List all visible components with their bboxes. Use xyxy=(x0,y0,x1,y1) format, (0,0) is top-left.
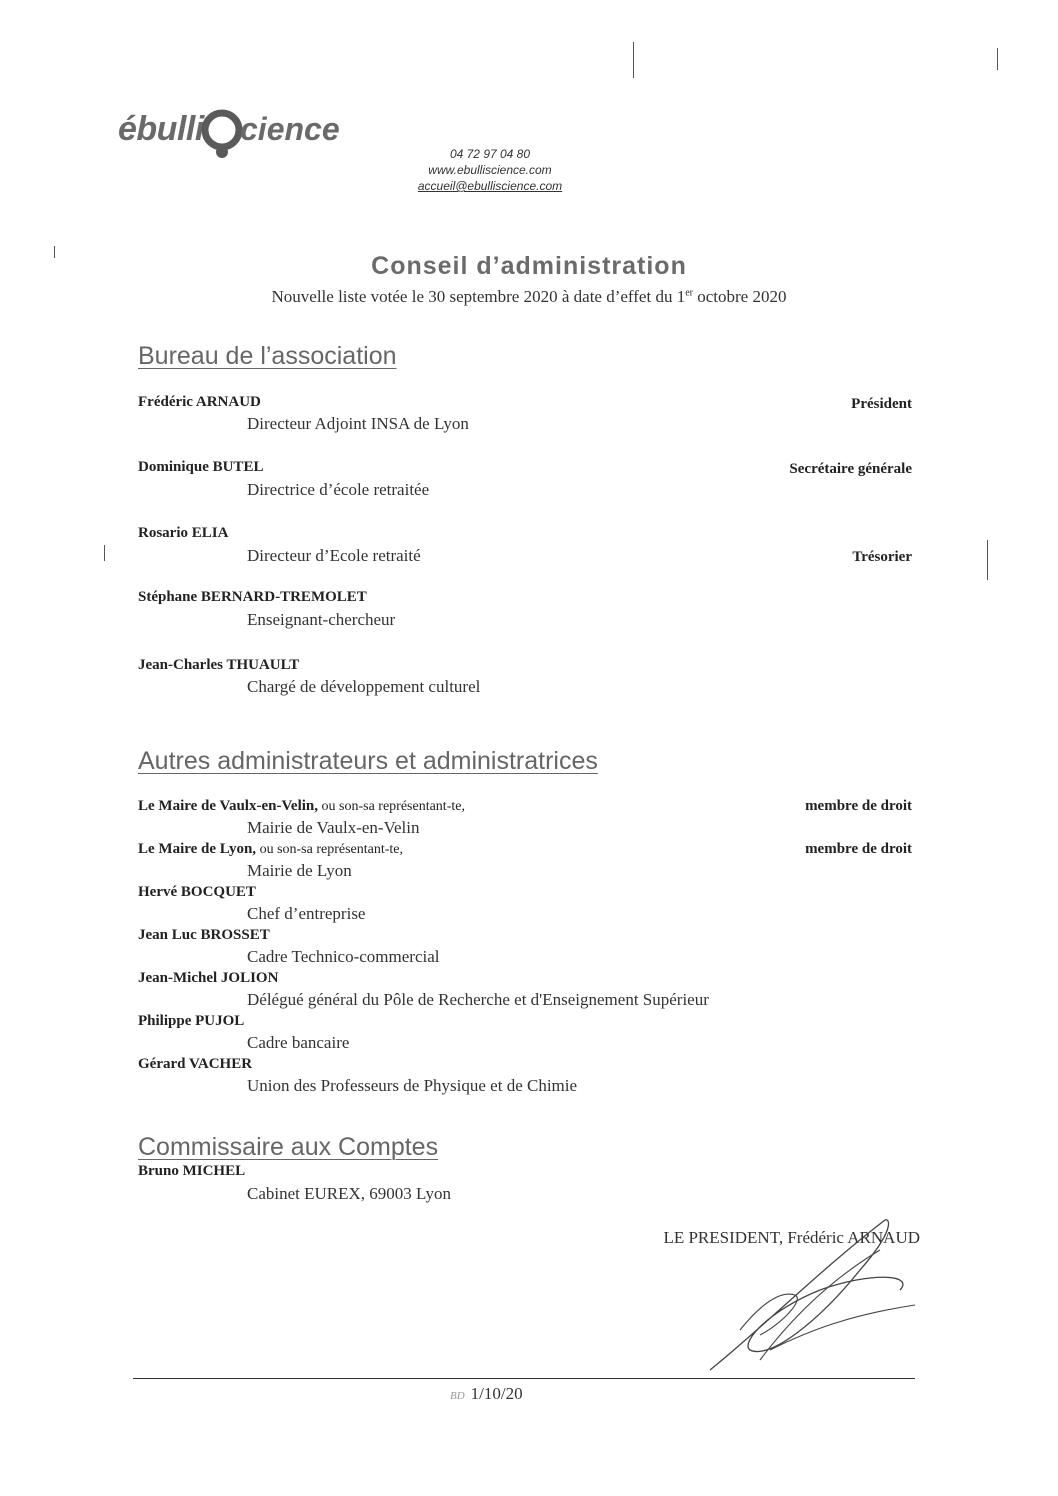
member-role: membre de droit xyxy=(805,841,912,857)
member-name-main: Le Maire de Lyon, xyxy=(138,841,257,857)
scan-mark xyxy=(104,545,105,561)
president-signature-label: LE PRESIDENT, Frédéric ARNAUD xyxy=(663,1228,920,1247)
commissaire-desc: Cabinet EUREX, 69003 Lyon xyxy=(247,1184,451,1203)
member-name: Hervé BOCQUET xyxy=(138,884,256,900)
signature-graphic xyxy=(700,1210,930,1380)
member-desc: Directrice d’école retraitée xyxy=(247,480,430,499)
section-heading-commissaire: Commissaire aux Comptes xyxy=(138,1133,439,1161)
member-desc: Chargé de développement culturel xyxy=(247,677,481,696)
member-name-main: Le Maire de Vaulx-en-Velin, xyxy=(138,798,319,814)
footer-rule xyxy=(133,1378,915,1379)
handwritten-signature xyxy=(700,1210,930,1380)
member-name: Jean-Charles THUAULT xyxy=(138,657,300,673)
subtitle-after: octobre 2020 xyxy=(692,287,787,306)
section-heading-bureau: Bureau de l’association xyxy=(138,342,397,370)
svg-text:cience: cience xyxy=(240,111,340,147)
member-name xyxy=(138,841,403,858)
footer-date-value: 1/10/20 xyxy=(470,1384,523,1403)
member-name: Gérard VACHER xyxy=(138,1056,253,1072)
subtitle-sup: er xyxy=(685,287,693,299)
section-heading-autres: Autres administrateurs et administratrices xyxy=(138,747,598,775)
member-name: Jean Luc BROSSET xyxy=(138,927,270,943)
member-name xyxy=(138,798,465,815)
member-role: membre de droit xyxy=(805,798,912,814)
scan-mark xyxy=(987,540,988,580)
member-desc: Directeur Adjoint INSA de Lyon xyxy=(247,414,469,433)
member-name-extra: ou son-sa représentant-te, xyxy=(318,799,465,814)
footer-initials: BD xyxy=(450,1390,465,1402)
member-name: Philippe PUJOL xyxy=(138,1013,245,1029)
footer-date xyxy=(450,1384,650,1404)
member-desc: Délégué général du Pôle de Recherche et d'Enseignement Supérieur xyxy=(247,990,709,1009)
svg-text:ébulli: ébulli xyxy=(118,110,204,148)
member-desc: Chef d’entreprise xyxy=(247,904,366,923)
page-title: Conseil d’administration xyxy=(371,252,687,280)
page-subtitle xyxy=(0,287,1058,307)
member-name-extra: ou son-sa représentant-te, xyxy=(256,842,404,857)
member-name: Frédéric ARNAUD xyxy=(138,394,261,410)
member-desc: Mairie de Lyon xyxy=(247,861,352,880)
member-role: Président xyxy=(851,396,912,412)
member-desc: Cadre Technico-commercial xyxy=(247,947,440,966)
member-desc: Union des Professeurs de Physique et de Chimie xyxy=(247,1076,578,1095)
ebulliscience-logo xyxy=(118,100,363,162)
email-link[interactable]: accueil@ebulliscience.com xyxy=(417,179,563,193)
website-link[interactable]: www.ebulliscience.com xyxy=(428,163,552,177)
member-desc: Directeur d’Ecole retraité xyxy=(247,546,421,565)
contact-block xyxy=(380,146,600,194)
member-desc: Mairie de Vaulx-en-Velin xyxy=(247,818,420,837)
member-name: Dominique BUTEL xyxy=(138,459,264,475)
scan-mark xyxy=(54,246,55,258)
member-role: Secrétaire générale xyxy=(789,461,912,477)
scan-mark xyxy=(997,48,998,70)
member-name: Stéphane BERNARD-TREMOLET xyxy=(138,589,367,605)
member-desc: Cadre bancaire xyxy=(247,1033,350,1052)
member-name: Rosario ELIA xyxy=(138,525,229,541)
member-desc: Enseignant-chercheur xyxy=(247,610,396,629)
subtitle-before: Nouvelle liste votée le 30 septembre 2020 à date d’effet du 1 xyxy=(271,287,686,306)
logo-graphic xyxy=(118,100,363,162)
phone-number: 04 72 97 04 80 xyxy=(449,147,531,161)
scan-mark xyxy=(633,42,634,78)
commissaire-name: Bruno MICHEL xyxy=(138,1163,246,1179)
member-role: Trésorier xyxy=(852,549,912,565)
member-name: Jean-Michel JOLION xyxy=(138,970,279,986)
